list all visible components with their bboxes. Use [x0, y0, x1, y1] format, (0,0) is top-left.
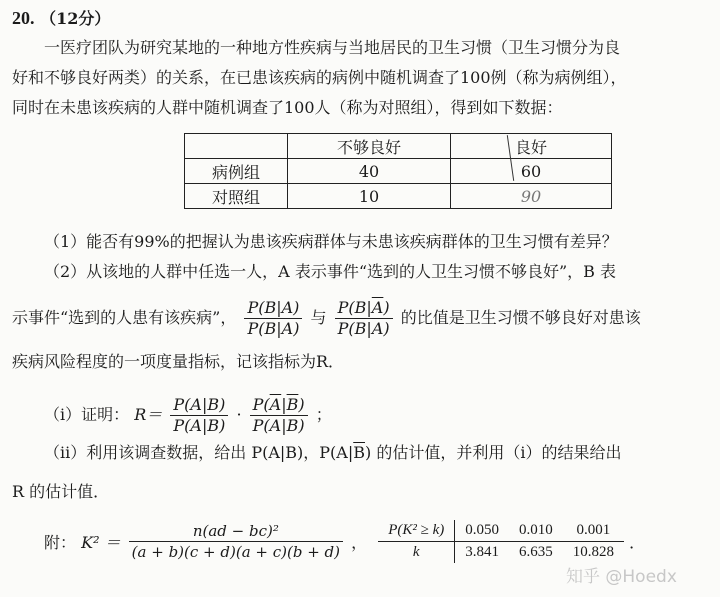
- watermark: 知乎 @Hoedx: [566, 567, 677, 587]
- table-cell: 90: [451, 184, 612, 209]
- table-cell: 对照组: [185, 184, 288, 209]
- ratio-fraction-1: [244, 298, 302, 339]
- fraction-numerator: $P(\overline{A}|\overline{B})$: [250, 395, 308, 416]
- problem-points: （12分）: [40, 9, 111, 28]
- table-header-cell: 不够良好: [288, 134, 451, 159]
- appendix-label: 附：: [44, 533, 77, 552]
- fraction-denominator: $P(\overline{A}|B)$: [173, 416, 226, 435]
- appendix: [44, 520, 645, 563]
- fraction-denominator: $P(\overline{B}|\overline{A})$: [337, 319, 390, 338]
- problem-header: [12, 6, 110, 31]
- intro-line-2: 好和不够良好两类）的关系，在已患该疾病的病例中随机调查了100例（称为病例组），: [12, 68, 627, 87]
- k2-symbol: K² ＝: [81, 533, 121, 552]
- qi-end: ；: [315, 405, 332, 424]
- qi-fraction-1: [170, 395, 228, 436]
- appendix-comma: ，: [351, 533, 368, 552]
- question-2-line-2: [12, 298, 641, 339]
- table-cell: k: [378, 542, 455, 564]
- table-cell: P(K² ≥ k): [378, 520, 455, 542]
- qi-fraction-2: [250, 395, 308, 436]
- survey-table: [184, 133, 612, 209]
- table-row: [185, 159, 612, 184]
- question-2-i: [44, 395, 332, 436]
- table-row: [378, 520, 624, 542]
- table-cell: 60: [451, 159, 612, 184]
- fraction-denominator: $P(A|\overline{B})$: [252, 416, 305, 435]
- table-cell: 6.635: [519, 544, 553, 560]
- question-2-ii: （ii）利用该调查数据，给出 P(A|B)，$P(A|\overline{B})$ 的估计值，并利用（i）的结果给出: [44, 443, 622, 462]
- ratio-fraction-2: [335, 298, 393, 339]
- problem-number: 20.: [12, 8, 35, 28]
- table-cell: 0.001: [563, 520, 624, 542]
- qi-label: （i）证明：: [44, 405, 130, 424]
- question-2-ii-cont: R 的估计值．: [12, 482, 110, 501]
- qi-r-equals: R＝: [134, 405, 163, 424]
- critical-value-table: [378, 520, 624, 563]
- k2-formula: [129, 521, 343, 562]
- fraction-numerator: n(ad − bc)²: [129, 521, 343, 542]
- intro-line-3: 同时在未患该疾病的人群中随机调查了100人（称为对照组），得到如下数据：: [12, 98, 563, 117]
- table-row: [378, 542, 624, 564]
- table-cell: 0.010: [509, 520, 563, 542]
- table-row: [185, 184, 612, 209]
- appendix-end: ．: [629, 533, 646, 552]
- table-cell: 病例组: [185, 159, 288, 184]
- q2-text-post: 的比值是卫生习惯不够良好对患该: [400, 308, 641, 327]
- intro-line-1: 一医疗团队为研究某地的一种地方性疾病与当地居民的卫生习惯（卫生习惯分为良: [44, 38, 621, 57]
- fraction-denominator: $P(\overline{B}|A)$: [247, 319, 300, 338]
- fraction-numerator: P(A|B): [170, 395, 228, 416]
- table-cell: 3.841: [465, 544, 500, 560]
- q2-text-pre: 示事件“选到的人患有该疾病”，: [12, 308, 237, 327]
- fraction-numerator: $P(B|\overline{A})$: [335, 298, 393, 319]
- question-1: （1）能否有99%的把握认为患该疾病群体与未患该疾病群体的卫生习惯有差异？: [44, 232, 618, 251]
- table-cell: 0.050: [455, 520, 509, 542]
- q2-and: 与: [310, 308, 327, 327]
- fraction-denominator: (a + b)(c + d)(a + c)(b + d): [131, 543, 341, 561]
- fraction-numerator: P(B|A): [244, 298, 302, 319]
- table-cell: 10.828: [572, 544, 615, 560]
- table-cell: 40: [288, 159, 451, 184]
- question-2-line-3: 疾病风险程度的一项度量指标，记该指标为R．: [12, 352, 345, 371]
- question-2-line-1: （2）从该地的人群中任选一人，A 表示事件“选到的人卫生习惯不够良好”，B 表: [44, 262, 617, 281]
- table-cell: 10: [288, 184, 451, 209]
- table-header-row: [185, 134, 612, 159]
- table-header-cell: 良好: [451, 134, 612, 159]
- table-header-cell: [185, 134, 288, 159]
- qi-dot: ·: [236, 405, 242, 424]
